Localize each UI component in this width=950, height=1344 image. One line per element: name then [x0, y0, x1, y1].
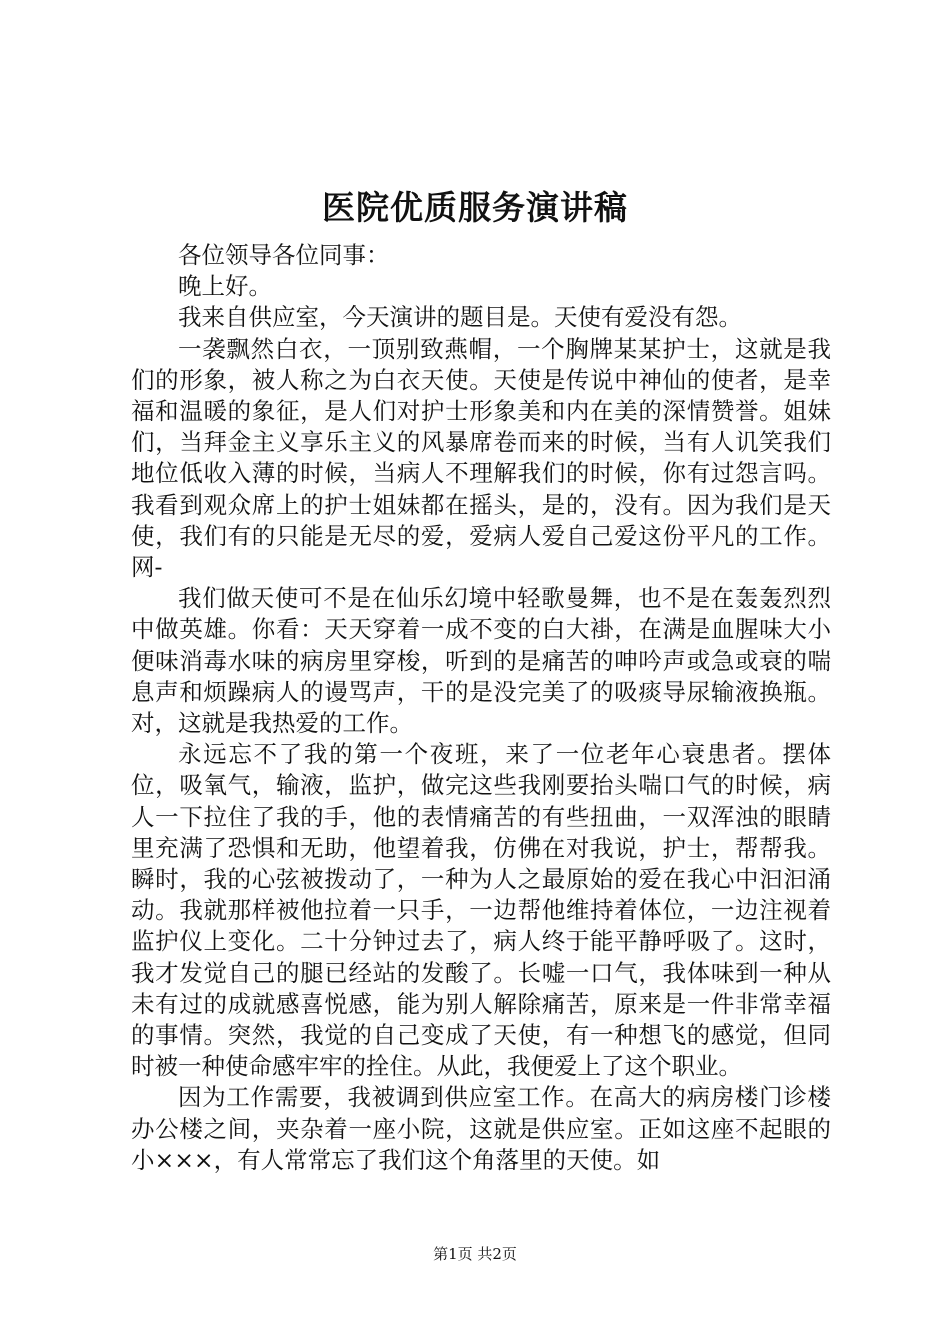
- paragraph-greeting: 晚上好。: [178, 272, 272, 301]
- document-body: [131, 240, 831, 1176]
- paragraph-intro: 我来自供应室，今天演讲的题目是。天使有爱没有怨。: [178, 303, 742, 332]
- paragraph-supply-room: 因为工作需要，我被调到供应室工作。在高大的病房楼门诊楼办公楼之间，夹杂着一座小院，这就是供应室。正如这座不起眼的小×××，有人常常忘了我们这个角落里的天使。如: [131, 1083, 831, 1174]
- paragraph-daily-work: 我们做天使可不是在仙乐幻境中轻歌曼舞，也不是在轰轰烈烈中做英雄。你看：天天穿着一成不变的白大褂，在满是血腥味大小便味消毒水味的病房里穿梭，听到的是痛苦的呻吟声或急或衰的喘息声和烦躁病人的谩骂声，干的是没完美了的吸痰导尿输液换瓶。对，这就是我热爱的工作。: [131, 584, 831, 738]
- paragraph-first-night-shift: 永远忘不了我的第一个夜班，来了一位老年心衰患者。摆体位，吸氧气，输液，监护，做完这些我刚要抬头喘口气的时候，病人一下拉住了我的手，他的表情痛苦的有些扭曲，一双浑浊的眼睛里充满了恐惧和无助，他望着我，仿佛在对我说，护士，帮帮我。瞬时，我的心弦被拨动了，一种为人之最原始的爱在我心中汩汩涌动。我就那样被他拉着一只手，一边帮他维持着体位，一边注视着监护仪上变化。二十分钟过去了，病人终于能平静呼吸了。这时，我才发觉自己的腿已经站的发酸了。长嘘一口气，我体味到一种从未有过的成就感喜悦感，能为别人解除痛苦，原来是一件非常幸福的事情。突然，我觉的自己变成了天使，有一种想飞的感觉，但同时被一种使命感牢牢的拴住。从此，我便爱上了这个职业。: [131, 740, 831, 1081]
- page-title: 医院优质服务演讲稿: [322, 188, 628, 227]
- paragraph-salutation: 各位领导各位同事：: [178, 241, 390, 269]
- paragraph-angel-image: 一袭飘然白衣，一顶别致燕帽，一个胸牌某某护士，这就是我们的形象，被人称之为白衣天使。天使是传说中神仙的使者，是幸福和温暖的象征，是人们对护士形象美和内在美的深情赞誉。姐妹们，当拜金主义享乐主义的风暴席卷而来的时候，当有人讥笑我们地位低收入薄的时候，当病人不理解我们的时候，你有过怨言吗。我看到观众席上的护士姐妹都在摇头，是的，没有。因为我们是天使，我们有的只能是无尽的爱，爱病人爱自己爱这份平凡的工作。网-: [131, 334, 831, 582]
- page-footer: 第1页 共2页: [433, 1245, 517, 1263]
